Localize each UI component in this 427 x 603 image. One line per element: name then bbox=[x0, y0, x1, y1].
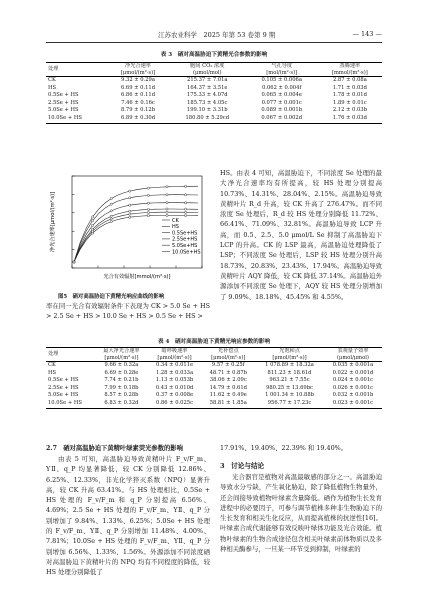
page-number: — 143 — bbox=[352, 30, 382, 38]
series-marker bbox=[129, 204, 131, 206]
table-cell: 58.81 ± 1.85a bbox=[201, 400, 255, 408]
table-cell: 7.74 ± 0.21b bbox=[104, 377, 139, 384]
y-axis-label: 净光合速率[μmol/(m²·s)] bbox=[50, 191, 56, 253]
table-cell: 11.62 ± 0.49e bbox=[209, 392, 247, 399]
table-cell: 10.0Se + HS bbox=[46, 400, 95, 408]
table3-caption: 表 3 硒对高温胁迫下黄精光合参数的影响 bbox=[160, 52, 268, 58]
legend-label: 10.0Se+HS bbox=[172, 249, 201, 256]
table4-col-header: 处理 bbox=[46, 348, 95, 362]
figure5-chart bbox=[42, 168, 214, 290]
table-cell: 1.28 ± 0.033a bbox=[155, 369, 194, 376]
table3 bbox=[46, 62, 382, 124]
table-cell: 14.79 ± 0.61d bbox=[209, 384, 247, 391]
series-marker bbox=[110, 221, 112, 223]
table-cell: 0.035 ± 0.001a bbox=[332, 362, 374, 368]
series-marker bbox=[110, 215, 112, 217]
table-cell: 0.024 ± 0.001c bbox=[332, 377, 374, 384]
table-cell: 5.0Se + HS bbox=[48, 107, 79, 114]
table-cell: 175.33 ± 4.07d bbox=[186, 92, 228, 99]
table3-body bbox=[46, 77, 382, 124]
figure5-plot bbox=[48, 176, 202, 280]
series-marker bbox=[110, 203, 112, 205]
legend-label: 0.5Se+HS bbox=[172, 230, 198, 237]
table-cell: 10.0Se + HS bbox=[46, 115, 107, 123]
table-cell: 1.78 ± 0.01d bbox=[332, 92, 367, 99]
table-cell: 9.32 ± 0.29a bbox=[121, 77, 155, 83]
series-marker bbox=[166, 214, 168, 216]
table-cell: 0.105 ± 0.006a bbox=[261, 77, 302, 83]
table-cell: 0.34 ± 0.011e bbox=[155, 362, 194, 368]
table-row bbox=[46, 362, 382, 370]
table-cell: 8.79 ± 0.12b bbox=[120, 107, 156, 114]
right-column-continuation: 17.91%、19.40%、22.39% 和 19.40%。 bbox=[220, 444, 348, 452]
series-marker bbox=[147, 212, 149, 214]
table-cell: 6.83 ± 0.32d bbox=[95, 400, 147, 408]
table-cell: 963.21 ± 7.55c bbox=[269, 377, 310, 384]
series-marker bbox=[129, 216, 131, 218]
table-cell: 2.5Se + HS bbox=[48, 384, 79, 391]
legend-label: CK bbox=[172, 217, 179, 224]
series-marker bbox=[129, 190, 131, 192]
table-cell: 2.5Se + HS bbox=[48, 99, 79, 106]
table-cell: 1 078.89 ± 18.32a bbox=[265, 362, 314, 368]
series-marker bbox=[147, 202, 149, 204]
figure5-caption: 图5 硒对高温胁迫下黄精光响应曲线的影响 bbox=[58, 294, 165, 300]
series-marker bbox=[92, 216, 94, 218]
table-cell: CK bbox=[48, 362, 56, 368]
table-cell: 0.023 ± 0.001c bbox=[324, 400, 382, 408]
x-axis-label: 光合有效辐射[mmol/(m²·s)] bbox=[103, 274, 171, 280]
series-marker bbox=[185, 208, 187, 210]
right-column-paragraph: HS。由表 4 可知，高温胁迫下，不同浓度 Se 处理的最大净光合速率均有所提高，较 HS 处理分别提高 10.73%、14.31%、28.04%、2.15%。高温胁迫导致黄精叶片 R_d 升高，较 CK 升高了 276.47%。而不同浓度 Se 处理后，R_d 较 HS 处理分别降低 11.72%、66.41%、71.09%、32.81%。高温胁迫导致 LCP 升高，而 0.5、2.5、5.0 μmol/L Se 抑制了高温胁迫下 LCP 的升高。CK 的 LSP 最高，高温胁迫处理降低了 LSP；不同浓度 Se 处理后，LSP 较 HS 处理分别升高 18.73%、20.83%、23.43%、17.94%。高温胁迫导致黄精叶片 AQY 降低，较 CK 降低 37.14%。高温胁迫外源添加不同浓度 Se 处理下，AQY 较 HS 处理分别增加了 9.09%、18.18%、45.45% 和 4.55%。 bbox=[220, 169, 382, 301]
table4-col-header: 表观量子效率 (μmol/μmol) bbox=[324, 348, 382, 362]
section-2-7-body: 由表 5 可知，高温胁迫导致黄精叶片 F_v/F_m、YⅡ、q_P 均显著降低，较 CK 分别降低 12.86%、6.25%、12.33%，非光化学猝灭系数（NPQ）显著升高，较 CK 升高 63.41%。与 HS 处理相比，0.5Se + HS 处理的 F_v/F_m 和 q_P 分别提高 6.56%、4.69%；2.5 Se + HS 处理的 F_v/F_m、YⅡ、q_P 分别增加了 9.84%、1.33%、6.25%；5.0Se + HS 处理的 F_v/F_m、YⅡ、q_P 分别增加 11.48%、4.00%、7.81%；10.0Se + HS 处理的 F_v/F_m、YⅡ、q_P 分别增加 6.56%、1.33%、1.56%。外源添加不同浓度硒对高温胁迫下黄精叶片的 NPQ 均有不同程度的降低，较 HS 处理分别降低了 bbox=[46, 455, 210, 577]
table4-col-header: 光补偿点 [μmol/(m²·s)] bbox=[201, 348, 255, 362]
legend-label: HS bbox=[172, 224, 179, 231]
table-cell: 0.032 ± 0.001b bbox=[332, 392, 374, 399]
table-row bbox=[46, 77, 382, 85]
table-cell: 199.10 ± 3.31b bbox=[186, 107, 228, 114]
table-cell: 0.062 ± 0.004f bbox=[262, 84, 302, 91]
series-marker bbox=[129, 213, 131, 215]
table-cell: 7.99 ± 0.18b bbox=[104, 384, 139, 391]
table-row bbox=[46, 85, 382, 93]
table-row bbox=[46, 100, 382, 108]
series-marker bbox=[110, 218, 112, 220]
table-cell: 0.5Se + HS bbox=[48, 92, 79, 99]
series-marker bbox=[166, 186, 168, 188]
table-cell: HS bbox=[48, 84, 57, 91]
series-marker bbox=[166, 194, 168, 196]
table-cell: 1 001.34 ± 10.88b bbox=[265, 392, 314, 399]
table-cell: 980.25 ± 13.69bc bbox=[266, 384, 313, 391]
table-cell: 2.87 ± 0.08a bbox=[332, 77, 367, 83]
series-marker bbox=[129, 197, 131, 199]
series-marker bbox=[110, 210, 112, 212]
table-cell: HS bbox=[48, 369, 57, 376]
table-cell: 2.12 ± 0.03b bbox=[332, 107, 367, 114]
table-cell: 0.089 ± 0.001b bbox=[261, 107, 303, 114]
table-cell: CK bbox=[48, 77, 56, 83]
table3-col-header: 处理 bbox=[46, 63, 107, 77]
left-paragraph-under-figure: 率在同一光合有效辐射条件下表现为 CK > 5.0 Se + HS > 2.5 Se + HS > 10.0 Se + HS > 0.5 Se + HS > bbox=[46, 302, 210, 321]
table-cell: 215.37 ± 7.01a bbox=[187, 77, 228, 83]
table-cell: 7.46 ± 0.16c bbox=[121, 99, 155, 106]
table-cell: 1.89 ± 0.01c bbox=[333, 99, 367, 106]
table4-col-header: 暗呼吸速率 [μmol/(m²·s)] bbox=[148, 348, 202, 362]
table4-caption: 表 4 硒对高温胁迫下黄精光响应参数的影响 bbox=[157, 339, 271, 345]
series-marker bbox=[129, 210, 131, 212]
table4-header-row bbox=[46, 348, 382, 362]
table-row bbox=[46, 92, 382, 100]
table-cell: 811.23 ± 18.61d bbox=[267, 369, 312, 376]
table-row bbox=[46, 400, 382, 408]
journal-title: 江苏农业科学 2025 年第 53 卷第 9 期 bbox=[158, 31, 276, 39]
table-cell: 8.57 ± 0.28b bbox=[104, 392, 139, 399]
table-row bbox=[46, 107, 382, 115]
table-cell: 0.5Se + HS bbox=[48, 377, 79, 384]
header-rule bbox=[46, 42, 382, 43]
table3-col-header: 蒸腾速率 [mmol/(m²·s)] bbox=[318, 63, 382, 77]
series-marker bbox=[147, 194, 149, 196]
table-cell: 0.37 ± 0.008e bbox=[155, 392, 194, 399]
table-cell: 5.0Se + HS bbox=[48, 392, 79, 399]
table-cell: 0.026 ± 0.001c bbox=[332, 384, 374, 391]
section-3-title: 3 讨论与结论 bbox=[220, 462, 265, 470]
series-marker bbox=[166, 211, 168, 213]
section-3-body: 光合器官是植物对高温最敏感的部分之一。高温胁迫导致水分亏缺，产生氧化胁迫，除了降低植物生物量外，还会间接导致植物叶绿素含量降低。硒作为植物生长发育进程中的必要因子，可参与调节植株多种非生物胁迫下的生长发育和相关生化反应，从而提高植株的抗逆性[16]。叶绿素合成代谢能够有效反映叶绿体功能及光合效能。植物叶绿素的生物合成途径包含相关叶绿素前体物质以及多种相关酶参与，一旦某一环节受到抑制，叶绿素的 bbox=[220, 473, 382, 554]
series-marker bbox=[92, 220, 94, 222]
series-marker bbox=[147, 215, 149, 217]
table3-col-header: 气孔导度 [mol/(m²·s)] bbox=[246, 63, 318, 77]
table-cell: 0.065 ± 0.004e bbox=[261, 92, 302, 99]
table-cell: 185.73 ± 4.05c bbox=[187, 99, 228, 106]
table4-col-header: 光饱和点 [μmol/(m²·s)] bbox=[255, 348, 324, 362]
table4-body bbox=[46, 362, 382, 409]
series-marker bbox=[92, 230, 94, 232]
table-cell: 0.077 ± 0.001c bbox=[261, 99, 302, 106]
table-cell: 1.71 ± 0.03d bbox=[332, 84, 367, 91]
table-cell: 6.86 ± 0.11d bbox=[120, 92, 156, 99]
table-cell: 38.06 ± 2.09c bbox=[209, 377, 247, 384]
table-cell: 6.89 ± 0.30d bbox=[107, 115, 169, 123]
series-marker bbox=[185, 185, 187, 187]
table-cell: 0.43 ± 0.010d bbox=[155, 384, 194, 391]
series-marker bbox=[166, 208, 168, 210]
table-cell: 956.77 ± 17.23c bbox=[255, 400, 324, 408]
table-cell: 0.067 ± 0.002d bbox=[246, 115, 318, 123]
table-cell: 180.80 ± 5.29cd bbox=[169, 115, 246, 123]
legend-label: 2.5Se+HS bbox=[172, 236, 198, 243]
series-marker bbox=[92, 224, 94, 226]
table-cell: 1.13 ± 0.053b bbox=[155, 377, 194, 384]
table-cell: 6.69 ± 0.28e bbox=[104, 369, 139, 376]
table-row bbox=[46, 370, 382, 378]
table-cell: 9.66 ± 0.32a bbox=[104, 362, 139, 368]
series-marker bbox=[147, 208, 149, 210]
series-marker bbox=[185, 202, 187, 204]
section-2-7-title: 2.7 硒对高温胁迫下黄精叶绿素荧光参数的影响 bbox=[46, 445, 183, 452]
table-cell: 9.57 ± 0.25f bbox=[211, 362, 245, 368]
table3-header-row bbox=[46, 63, 382, 77]
table-cell: 48.71 ± 0.87b bbox=[209, 369, 247, 376]
series-marker bbox=[73, 261, 75, 263]
table-cell: 0.86 ± 0.025c bbox=[148, 400, 202, 408]
table-cell: 0.022 ± 0.001d bbox=[332, 369, 374, 376]
table-row bbox=[46, 377, 382, 385]
table-cell: 6.69 ± 0.11d bbox=[120, 84, 156, 91]
table-row bbox=[46, 115, 382, 123]
table-cell: 164.37 ± 3.51e bbox=[187, 84, 228, 91]
table3-col-header: 胞间 CO₂ 浓度 (μmol/mol) bbox=[169, 63, 246, 77]
table3-col-header: 净光合速率 [μmol/(m²·s)] bbox=[107, 63, 169, 77]
series-marker bbox=[166, 202, 168, 204]
series-marker bbox=[185, 214, 187, 216]
series-marker bbox=[185, 211, 187, 213]
table4-col-header: 最大净光合速率 [μmol/(m²·s)] bbox=[95, 348, 147, 362]
series-marker bbox=[110, 198, 112, 200]
table-row bbox=[46, 385, 382, 393]
series-marker bbox=[185, 194, 187, 196]
table-cell: 1.76 ± 0.03d bbox=[318, 115, 382, 123]
series-marker bbox=[147, 187, 149, 189]
legend-label: 5.0Se+HS bbox=[172, 243, 198, 249]
table4 bbox=[46, 347, 382, 409]
table-row bbox=[46, 392, 382, 400]
